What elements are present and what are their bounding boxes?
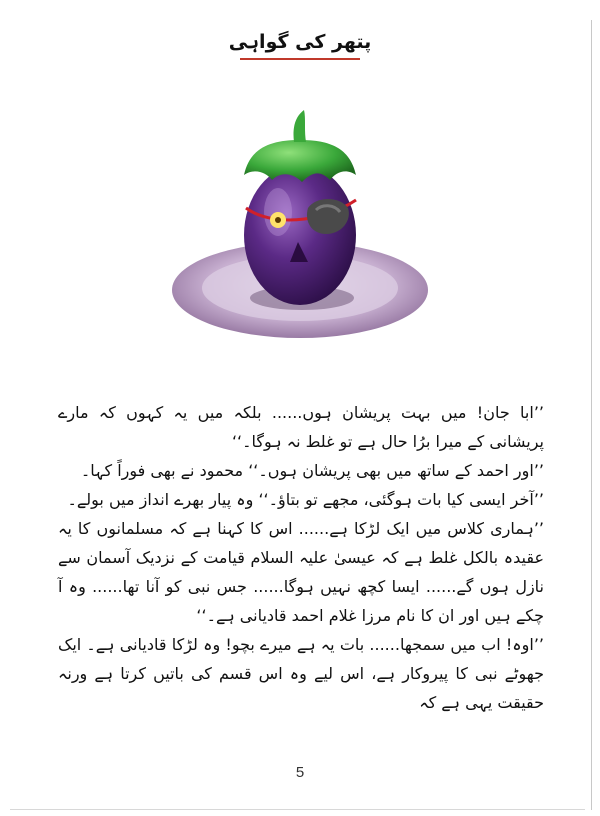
paragraph: ’’ہماری کلاس میں ایک لڑکا ہے...... اس کا کہنا ہے کہ مسلمانوں کا یہ عقیدہ بالکل غلط ہے کہ عیسیٰ علیہ السلام قیامت کے نزدیک آسمان سے نازل ہوں گے...... ایسا کچھ نہیں ہوگا...... جس نبی کو آنا تھا...... وہ آ چکے ہیں اور ان کا نام مرزا غلام احمد قادیانی ہے۔‘‘	[58, 519, 544, 625]
stem	[293, 110, 306, 142]
chapter-title: پتھر کی گواہی	[228, 31, 372, 53]
eggplant-body	[244, 165, 356, 305]
page-number: 5	[295, 764, 305, 781]
page-edge-bottom	[10, 809, 585, 810]
paragraph: ’’ابا جان! میں بہت پریشان ہوں...... بلکہ میں یہ کہوں کہ مارے پریشانی کے میرا برُا حال ہے تو غلط نہ ہوگا۔‘‘	[58, 403, 544, 451]
story-text	[58, 398, 544, 717]
paragraph: ’’اوہ! اب میں سمجھا...... بات یہ ہے میرے بچو! وہ لڑکا قادیانی ہے۔ ایک جھوٹے نبی کا پیروکار ہے، اس لیے وہ اس قسم کی باتیں کرتا ہے ورنہ حقیقت یہی ہے کہ	[58, 635, 544, 712]
stem-cap	[244, 140, 356, 182]
page-edge-right	[591, 20, 592, 810]
page-header	[200, 30, 400, 60]
title-underline	[240, 58, 360, 60]
eye-pupil	[275, 217, 281, 223]
paragraph: ’’آخر ایسی کیا بات ہوگئی، مجھے تو بتاؤ۔‘‘ وہ پیار بھرے انداز میں بولے۔	[67, 490, 544, 509]
eggplant-illustration	[170, 100, 430, 350]
paragraph: ’’اور احمد کے ساتھ میں بھی پریشان ہوں۔‘‘ محمود نے بھی فوراً کہا۔	[80, 461, 544, 480]
